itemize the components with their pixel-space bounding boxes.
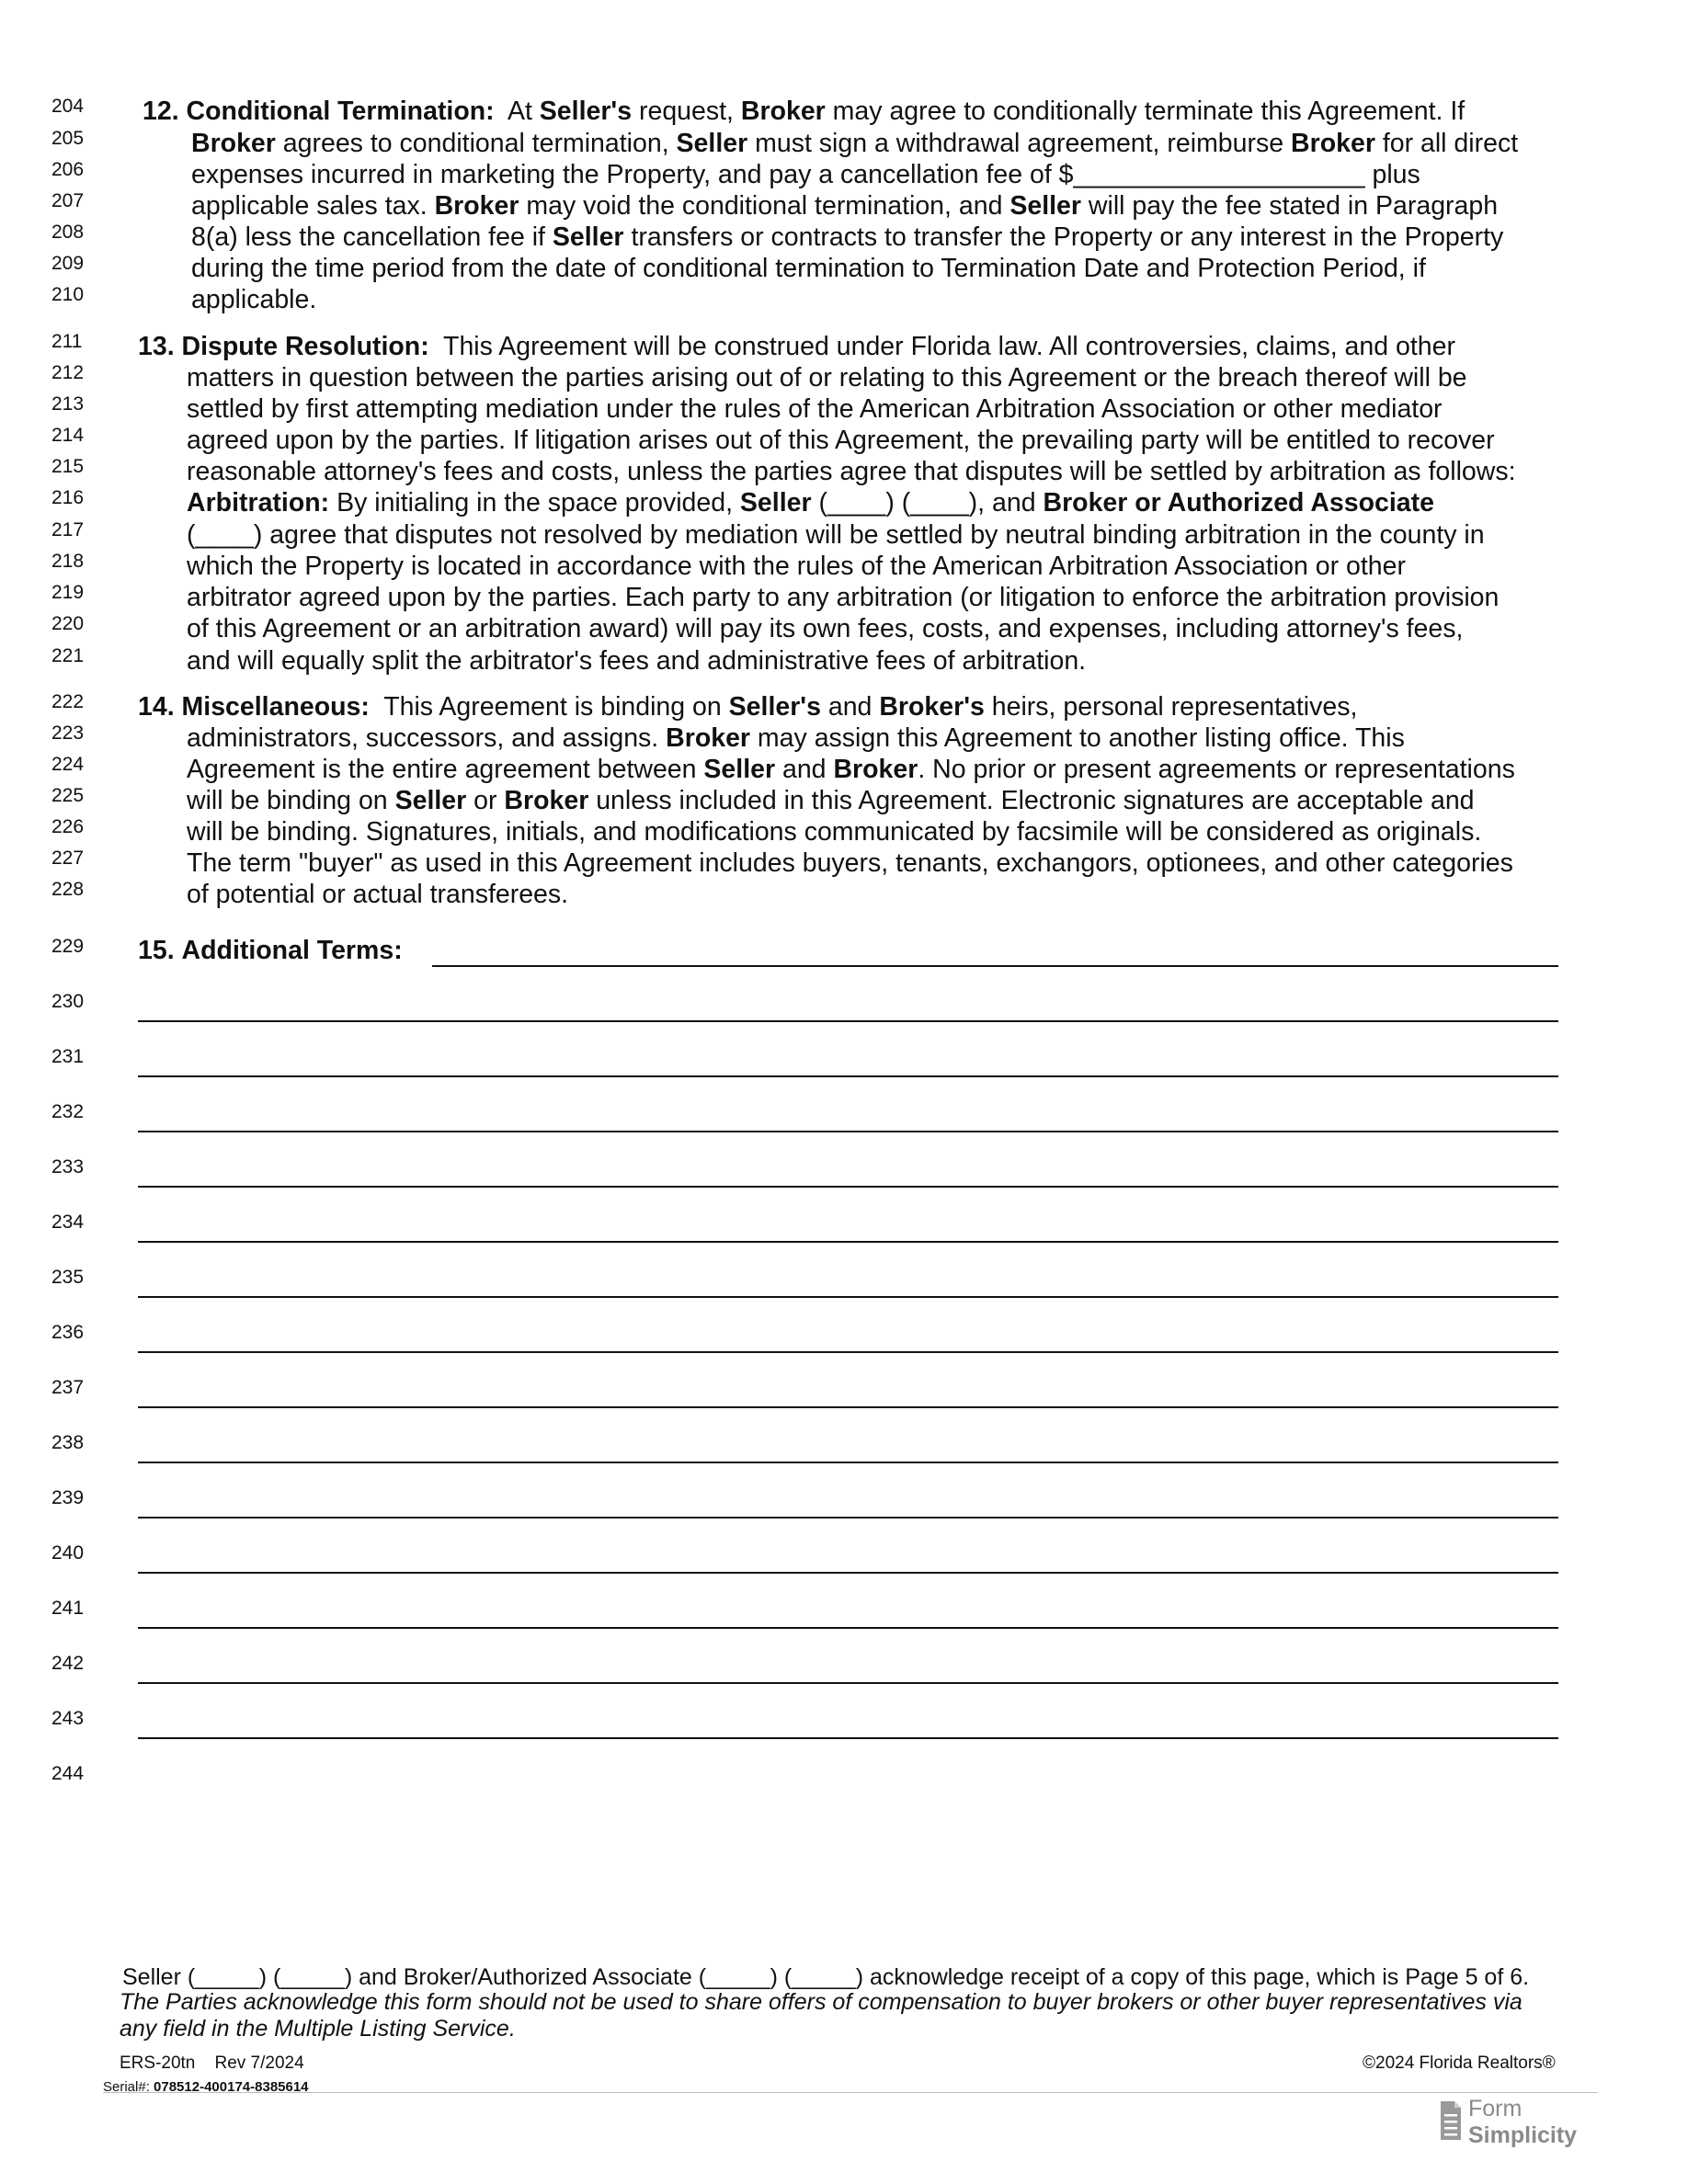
additional-terms-field-line[interactable] [138,1075,1558,1077]
line-number: 230 [51,991,85,1012]
additional-terms-field-line[interactable] [138,1406,1558,1408]
line-number: 233 [51,1156,85,1177]
s13-line-9: arbitrator agreed upon by the parties. Each party to any arbitration (or litigation to enforce the arbitration provision [187,583,1500,612]
s14-line-1: 14. Miscellaneous: This Agreement is binding on Seller's and Broker's heirs, personal representatives, [138,692,1358,722]
line-number: 226 [51,816,85,837]
line-number: 212 [51,362,85,383]
line-number: 237 [51,1377,85,1398]
s13-line-10: of this Agreement or an arbitration award) will pay its own fees, costs, and expenses, including attorney's fees, [187,614,1464,643]
additional-terms-field-line[interactable] [138,1351,1558,1353]
s14-line-5: will be binding. Signatures, initials, and modifications communicated by facsimile will be considered as originals. [187,817,1482,847]
line-number: 215 [51,456,85,477]
line-number: 211 [51,331,83,352]
line-number: 221 [51,645,85,666]
formsimplicity-logo [1439,2096,1604,2151]
s14-line-6: The term "buyer" as used in this Agreement includes buyers, tenants, exchangors, optionees, and other categories [187,848,1513,878]
document-icon [1439,2099,1463,2142]
s13-line-4: agreed upon by the parties. If litigation arises out of this Agreement, the prevailing party will be entitled to recover [187,426,1495,455]
line-number: 218 [51,551,85,572]
additional-terms-field-line[interactable] [138,1737,1558,1739]
line-number: 208 [51,222,85,243]
s13-line-2: matters in question between the parties arising out of or relating to this Agreement or the breach thereof will be [187,363,1467,392]
formsimplicity-wordmark: Form Simplicity [1468,2096,1578,2148]
line-number: 220 [51,613,85,634]
footer-divider [103,2092,1598,2093]
additional-terms-field-line[interactable] [138,1517,1558,1519]
line-number: 222 [51,691,85,712]
additional-terms-field-line[interactable] [138,1241,1558,1243]
additional-terms-field-1[interactable] [432,965,1558,967]
line-number: 205 [51,128,85,149]
line-number: 239 [51,1487,85,1508]
line-number: 238 [51,1432,85,1453]
additional-terms-field-line[interactable] [138,1131,1558,1132]
additional-terms-field-line[interactable] [138,1462,1558,1463]
line-number: 214 [51,425,85,446]
additional-terms-field-line[interactable] [138,1186,1558,1188]
line-number: 206 [51,159,85,180]
s14-line-3: Agreement is the entire agreement between Seller and Broker. No prior or present agreements or representations [187,755,1515,784]
line-number: 209 [51,253,85,274]
line-number: 243 [51,1708,85,1729]
line-number: 244 [51,1763,85,1784]
line-number: 216 [51,487,85,508]
serial-number: Serial#: 078512-400174-8385614 [103,2079,309,2095]
line-number: 227 [51,847,85,869]
form-id: ERS-20tn Rev 7/2024 [120,2053,304,2073]
acknowledgement-line: Seller (_____) (_____) and Broker/Authorized Associate (_____) (_____) acknowledge receipt of a copy of this page, which is Page 5 of 6. [122,1964,1530,1990]
s12-line-7: applicable. [191,285,317,314]
line-number: 231 [51,1046,85,1067]
s15-heading: 15. Additional Terms: [138,936,403,965]
line-number: 228 [51,879,85,900]
s13-line-6: Arbitration: By initialing in the space provided, Seller (____) (____), and Broker or Authorized Associate [187,488,1434,518]
s12-line-6: during the time period from the date of conditional termination to Termination Date and Protection Period, if [191,254,1426,283]
s12-line-1: 12. Conditional Termination: At Seller's request, Broker may agree to conditionally terminate this Agreement. If [143,97,1466,126]
line-number: 213 [51,393,85,415]
s13-line-7: (____) agree that disputes not resolved by mediation will be settled by neutral binding arbitration in the county in [187,520,1485,550]
s14-line-2: administrators, successors, and assigns. Broker may assign this Agreement to another listing office. This [187,723,1405,753]
line-number: 229 [51,936,85,957]
additional-terms-field-line[interactable] [138,1296,1558,1298]
line-number: 224 [51,754,85,775]
s12-line-2: Broker agrees to conditional termination, Seller must sign a withdrawal agreement, reimburse Broker for all direct [191,129,1519,158]
s13-line-8: which the Property is located in accordance with the rules of the American Arbitration Association or other [187,552,1406,581]
additional-terms-field-line[interactable] [138,1572,1558,1574]
s12-line-5: 8(a) less the cancellation fee if Seller transfers or contracts to transfer the Property or any interest in the Property [191,222,1504,252]
s13-line-5: reasonable attorney's fees and costs, unless the parties agree that disputes will be settled by arbitration as follows: [187,457,1516,486]
line-number: 210 [51,284,85,305]
line-number: 223 [51,722,85,744]
line-number: 242 [51,1653,85,1674]
line-number: 241 [51,1598,85,1619]
line-number: 207 [51,190,85,211]
line-number: 235 [51,1267,85,1288]
line-number: 217 [51,519,85,540]
s12-line-4: applicable sales tax. Broker may void the conditional termination, and Seller will pay the fee stated in Paragraph [191,191,1499,221]
s14-line-7: of potential or actual transferees. [187,880,569,909]
line-number: 204 [51,96,85,117]
line-number: 225 [51,785,85,806]
line-number: 234 [51,1211,85,1233]
line-number: 232 [51,1101,85,1122]
s13-line-11: and will equally split the arbitrator's fees and administrative fees of arbitration. [187,646,1087,676]
s14-line-4: will be binding on Seller or Broker unless included in this Agreement. Electronic signatures are acceptable and [187,786,1475,815]
copyright: ©2024 Florida Realtors® [1363,2053,1556,2073]
line-number: 236 [51,1322,85,1343]
additional-terms-field-line[interactable] [138,1020,1558,1022]
line-number: 240 [51,1542,85,1564]
compensation-notice-line-2: any field in the Multiple Listing Service. [120,2016,516,2042]
additional-terms-field-line[interactable] [138,1682,1558,1684]
additional-terms-field-line[interactable] [138,1627,1558,1629]
compensation-notice-line-1: The Parties acknowledge this form should not be used to share offers of compensation to buyer brokers or other buyer representatives via [120,1989,1523,2015]
s13-line-3: settled by first attempting mediation under the rules of the American Arbitration Association or other mediator [187,394,1443,424]
s12-line-3: expenses incurred in marketing the Property, and pay a cancellation fee of $____________________ plus [191,160,1420,189]
s13-line-1: 13. Dispute Resolution: This Agreement will be construed under Florida law. All controversies, claims, and other [138,332,1455,361]
line-number: 219 [51,582,85,603]
